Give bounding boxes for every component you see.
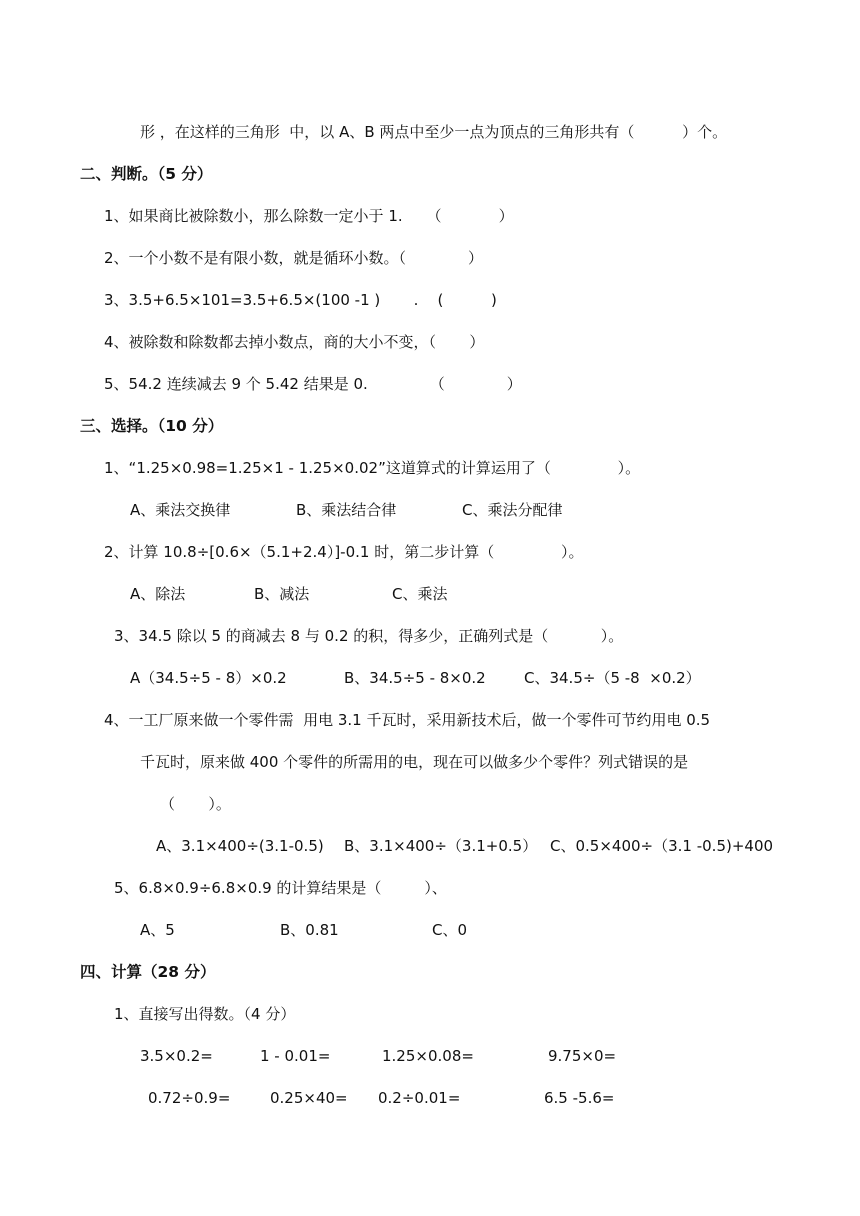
option-b: B、减法 xyxy=(254,585,310,603)
option-c: C、乘法 xyxy=(392,585,448,603)
choice-q3: 3、34.5 除以 5 的商减去 8 与 0.2 的积，得多少，正确列式是（ ）。 xyxy=(114,627,624,645)
calc-problem: 1.25×0.08= xyxy=(382,1047,474,1065)
calc-sub-1: 1、直接写出得数。（4 分） xyxy=(114,1005,296,1023)
option-c: C、0.5×400÷（3.1 -0.5)+400 xyxy=(550,837,774,855)
option-c: C、34.5÷（5 -8 ×0.2） xyxy=(524,669,701,687)
option-b: B、3.1×400÷（3.1+0.5） xyxy=(344,837,538,855)
option-a: A（34.5÷5 - 8）×0.2 xyxy=(130,669,287,687)
section-choice-title: 三、选择。（10 分） xyxy=(80,417,224,435)
calc-problem: 0.25×40= xyxy=(270,1089,348,1107)
section-judge-title: 二、判断。（5 分） xyxy=(80,165,213,183)
judge-item-2: 2、一个小数不是有限小数，就是循环小数。（ ） xyxy=(104,249,484,267)
option-a: A、乘法交换律 xyxy=(130,501,231,519)
intro-line: 形 ，在这样的三角形 中，以 A、B 两点中至少一点为顶点的三角形共有（ ）个。 xyxy=(140,123,728,141)
calc-problem: 9.75×0= xyxy=(548,1047,617,1065)
choice-q4-line2: 千瓦时，原来做 400 个零件的所需用的电，现在可以做多少个零件？列式错误的是 xyxy=(140,753,689,771)
option-b: B、34.5÷5 - 8×0.2 xyxy=(344,669,486,687)
option-c: C、0 xyxy=(432,921,468,939)
choice-q2: 2、计算 10.8÷[0.6×（5.1+2.4）]-0.1 时，第二步计算（ ）。 xyxy=(104,543,584,561)
judge-item-1: 1、如果商比被除数小，那么除数一定小于 1. （ ） xyxy=(104,207,514,225)
judge-item-5: 5、54.2 连续减去 9 个 5.42 结果是 0. （ ） xyxy=(104,375,522,393)
choice-q5: 5、6.8×0.9÷6.8×0.9 的计算结果是（ ）、 xyxy=(114,879,447,897)
section-calc-title: 四、计算（28 分） xyxy=(80,963,216,981)
judge-item-3: 3、3.5+6.5×101=3.5+6.5×(100 -1 ) . ( ) xyxy=(104,291,497,309)
option-b: B、0.81 xyxy=(280,921,339,939)
calc-problem: 0.2÷0.01= xyxy=(378,1089,461,1107)
option-a: A、除法 xyxy=(130,585,186,603)
option-b: B、乘法结合律 xyxy=(296,501,397,519)
calc-problem: 3.5×0.2= xyxy=(140,1047,213,1065)
judge-item-4: 4、被除数和除数都去掉小数点，商的大小不变，（ ） xyxy=(104,333,485,351)
choice-q4-line1: 4、一工厂原来做一个零件需 用电 3.1 千瓦时，采用新技术后，做一个零件可节约用电 0.5 xyxy=(104,711,711,729)
calc-problem: 6.5 -5.6= xyxy=(544,1089,615,1107)
option-a: A、3.1×400÷(3.1-0.5) xyxy=(156,837,324,855)
option-c: C、乘法分配律 xyxy=(462,501,563,519)
option-a: A、5 xyxy=(140,921,175,939)
calc-problem: 0.72÷0.9= xyxy=(148,1089,231,1107)
choice-q4-line3: （ ）。 xyxy=(160,795,231,813)
choice-q1: 1、“1.25×0.98=1.25×1 - 1.25×0.02”这道算式的计算运用了（ ）。 xyxy=(104,459,641,477)
calc-problem: 1 - 0.01= xyxy=(260,1047,331,1065)
